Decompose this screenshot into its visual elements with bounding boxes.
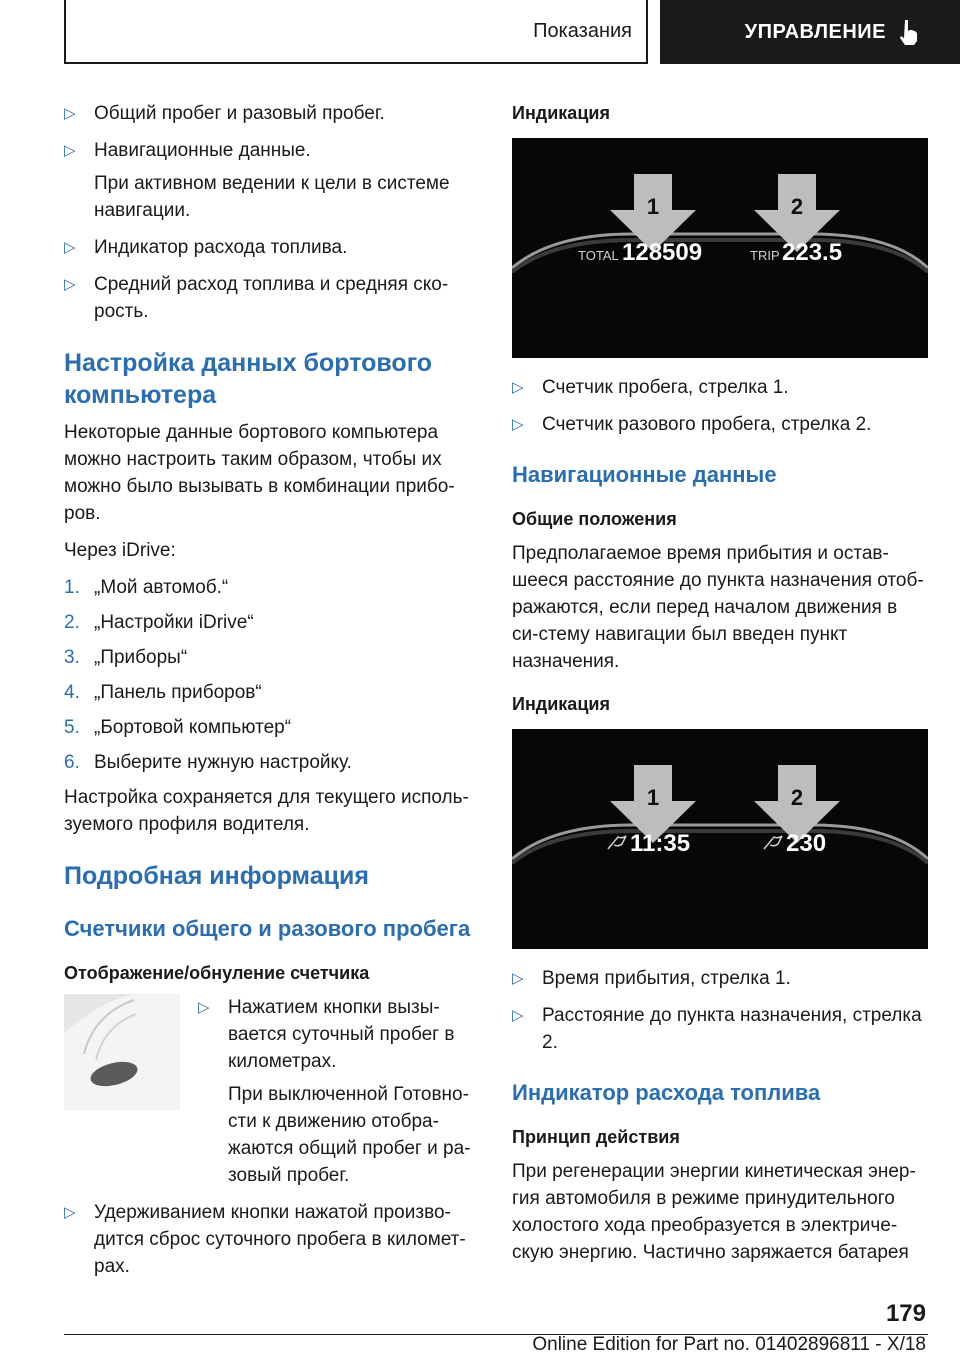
pointing-hand-icon (896, 18, 920, 46)
step-item: 3. „Приборы“ (64, 647, 188, 668)
bullet-triangle-icon: ▷ (64, 276, 76, 293)
bullet-triangle-icon: ▷ (512, 416, 524, 433)
odometer-display-image (512, 138, 928, 358)
trip-label: TRIP (750, 248, 780, 263)
heading-settings: Настройка данных бортового компьютера (64, 349, 433, 409)
edition-text: Online Edition for Part no. 01402896811 - X/18 (532, 1334, 926, 1355)
bullet-triangle-icon: ▷ (64, 1204, 76, 1221)
heading-general: Общие положения (512, 509, 677, 529)
list-item: ▷ Время прибытия, стрелка 1. (512, 965, 928, 992)
paragraph-principle: При регенерации энергии кинетическая энер-гия автомобиля в режиме принудительного холостого хода преобразуется в электриче-скую энергию. Частично заряжается батарея (512, 1161, 916, 1263)
section-label: Показания (533, 19, 632, 42)
paragraph-settings: Некоторые данные бортового компьютера можно настроить таким образом, чтобы их можно было вызывать в комбинации прибо-ров. (64, 422, 455, 524)
bullet-triangle-icon: ▷ (512, 1007, 524, 1024)
chapter-tab[interactable] (660, 0, 960, 64)
heading-counters: Счетчики общего и разового пробега (64, 916, 471, 941)
list-item: ▷ Навигационные данные. При активном ведении к цели в системе навигации. (64, 137, 478, 224)
navigation-display-image (512, 729, 928, 949)
heading-nav: Навигационные данные (512, 462, 777, 487)
heading-details: Подробная информация (64, 862, 369, 890)
list-item: ▷ Удерживанием кнопки нажатой произво-дится сброс суточного пробега в километ-рах. (64, 1199, 478, 1280)
list-item: ▷ Средний расход топлива и средняя ско-рость. (64, 271, 478, 325)
step-item: 4. „Панель приборов“ (64, 682, 262, 703)
arrow-1-label: 1 (646, 785, 660, 810)
chapter-label: УПРАВЛЕНИЕ (744, 20, 886, 43)
left-column (64, 100, 478, 1290)
distance-value: 230 (786, 830, 827, 857)
list-item: ▷ Нажатием кнопки вызы-вается суточный пробег в километрах. При выключенной Готовно-сти к движению отобра-жаются общий пробег и ра-зовый пробег. (198, 994, 478, 1189)
list-item: ▷ Индикатор расхода топлива. (64, 234, 478, 261)
bullet-triangle-icon: ▷ (512, 379, 524, 396)
section-tab[interactable] (64, 0, 648, 64)
destination-flag-icon (608, 836, 626, 849)
heading-indication-2: Индикация (512, 694, 610, 714)
bullet-triangle-icon: ▷ (64, 239, 76, 256)
destination-flag-icon (764, 836, 782, 849)
heading-fuel: Индикатор расхода топлива (512, 1080, 821, 1105)
bullet-triangle-icon: ▷ (198, 999, 210, 1016)
list-item: ▷ Общий пробег и разовый пробег. (64, 100, 478, 127)
heading-reset: Отображение/обнуление счетчика (64, 963, 370, 983)
list-item-note: При активном ведении к цели в системе навигации. (94, 173, 450, 221)
paragraph-saved: Настройка сохраняется для текущего исполь-зуемого профиля водителя. (64, 787, 469, 835)
page-header (0, 0, 960, 66)
bullet-triangle-icon: ▷ (64, 105, 76, 122)
total-label: TOTAL (578, 248, 619, 263)
arrow-1-label: 1 (646, 194, 660, 219)
via-idrive: Через iDrive: (64, 540, 176, 561)
odometer-button-image (64, 994, 180, 1110)
paragraph-general: Предполагаемое время прибытия и остав-шееся расстояние до пункта назначения отоб-ражаются, если перед началом движения в си-стему навигации был введен пункт назначения. (512, 543, 924, 672)
step-item: 6. Выберите нужную настройку. (64, 752, 352, 773)
right-column (512, 100, 928, 1276)
button-instruction (64, 994, 478, 1199)
bullet-triangle-icon: ▷ (512, 970, 524, 987)
list-item: ▷ Расстояние до пункта назначения, стрелка 2. (512, 1002, 928, 1056)
list-item: ▷ Счетчик разового пробега, стрелка 2. (512, 411, 928, 438)
arrow-2-label: 2 (790, 194, 804, 219)
step-item: 2. „Настройки iDrive“ (64, 612, 254, 633)
page-number: 179 (885, 1300, 926, 1327)
heading-principle: Принцип действия (512, 1127, 680, 1147)
trip-value: 223.5 (782, 239, 843, 266)
bullet-triangle-icon: ▷ (64, 142, 76, 159)
step-item: 5. „Бортовой компьютер“ (64, 717, 292, 738)
list-item: ▷ Счетчик пробега, стрелка 1. (512, 374, 928, 401)
list-item-note: При выключенной Готовно-сти к движению отобра-жаются общий пробег и ра-зовый пробег. (228, 1084, 471, 1186)
arrival-time-value: 11:35 (630, 830, 691, 857)
arrow-2-label: 2 (790, 785, 804, 810)
step-item: 1. „Мой автомоб.“ (64, 577, 229, 598)
total-value: 128509 (622, 239, 703, 266)
heading-indication-1: Индикация (512, 103, 610, 123)
